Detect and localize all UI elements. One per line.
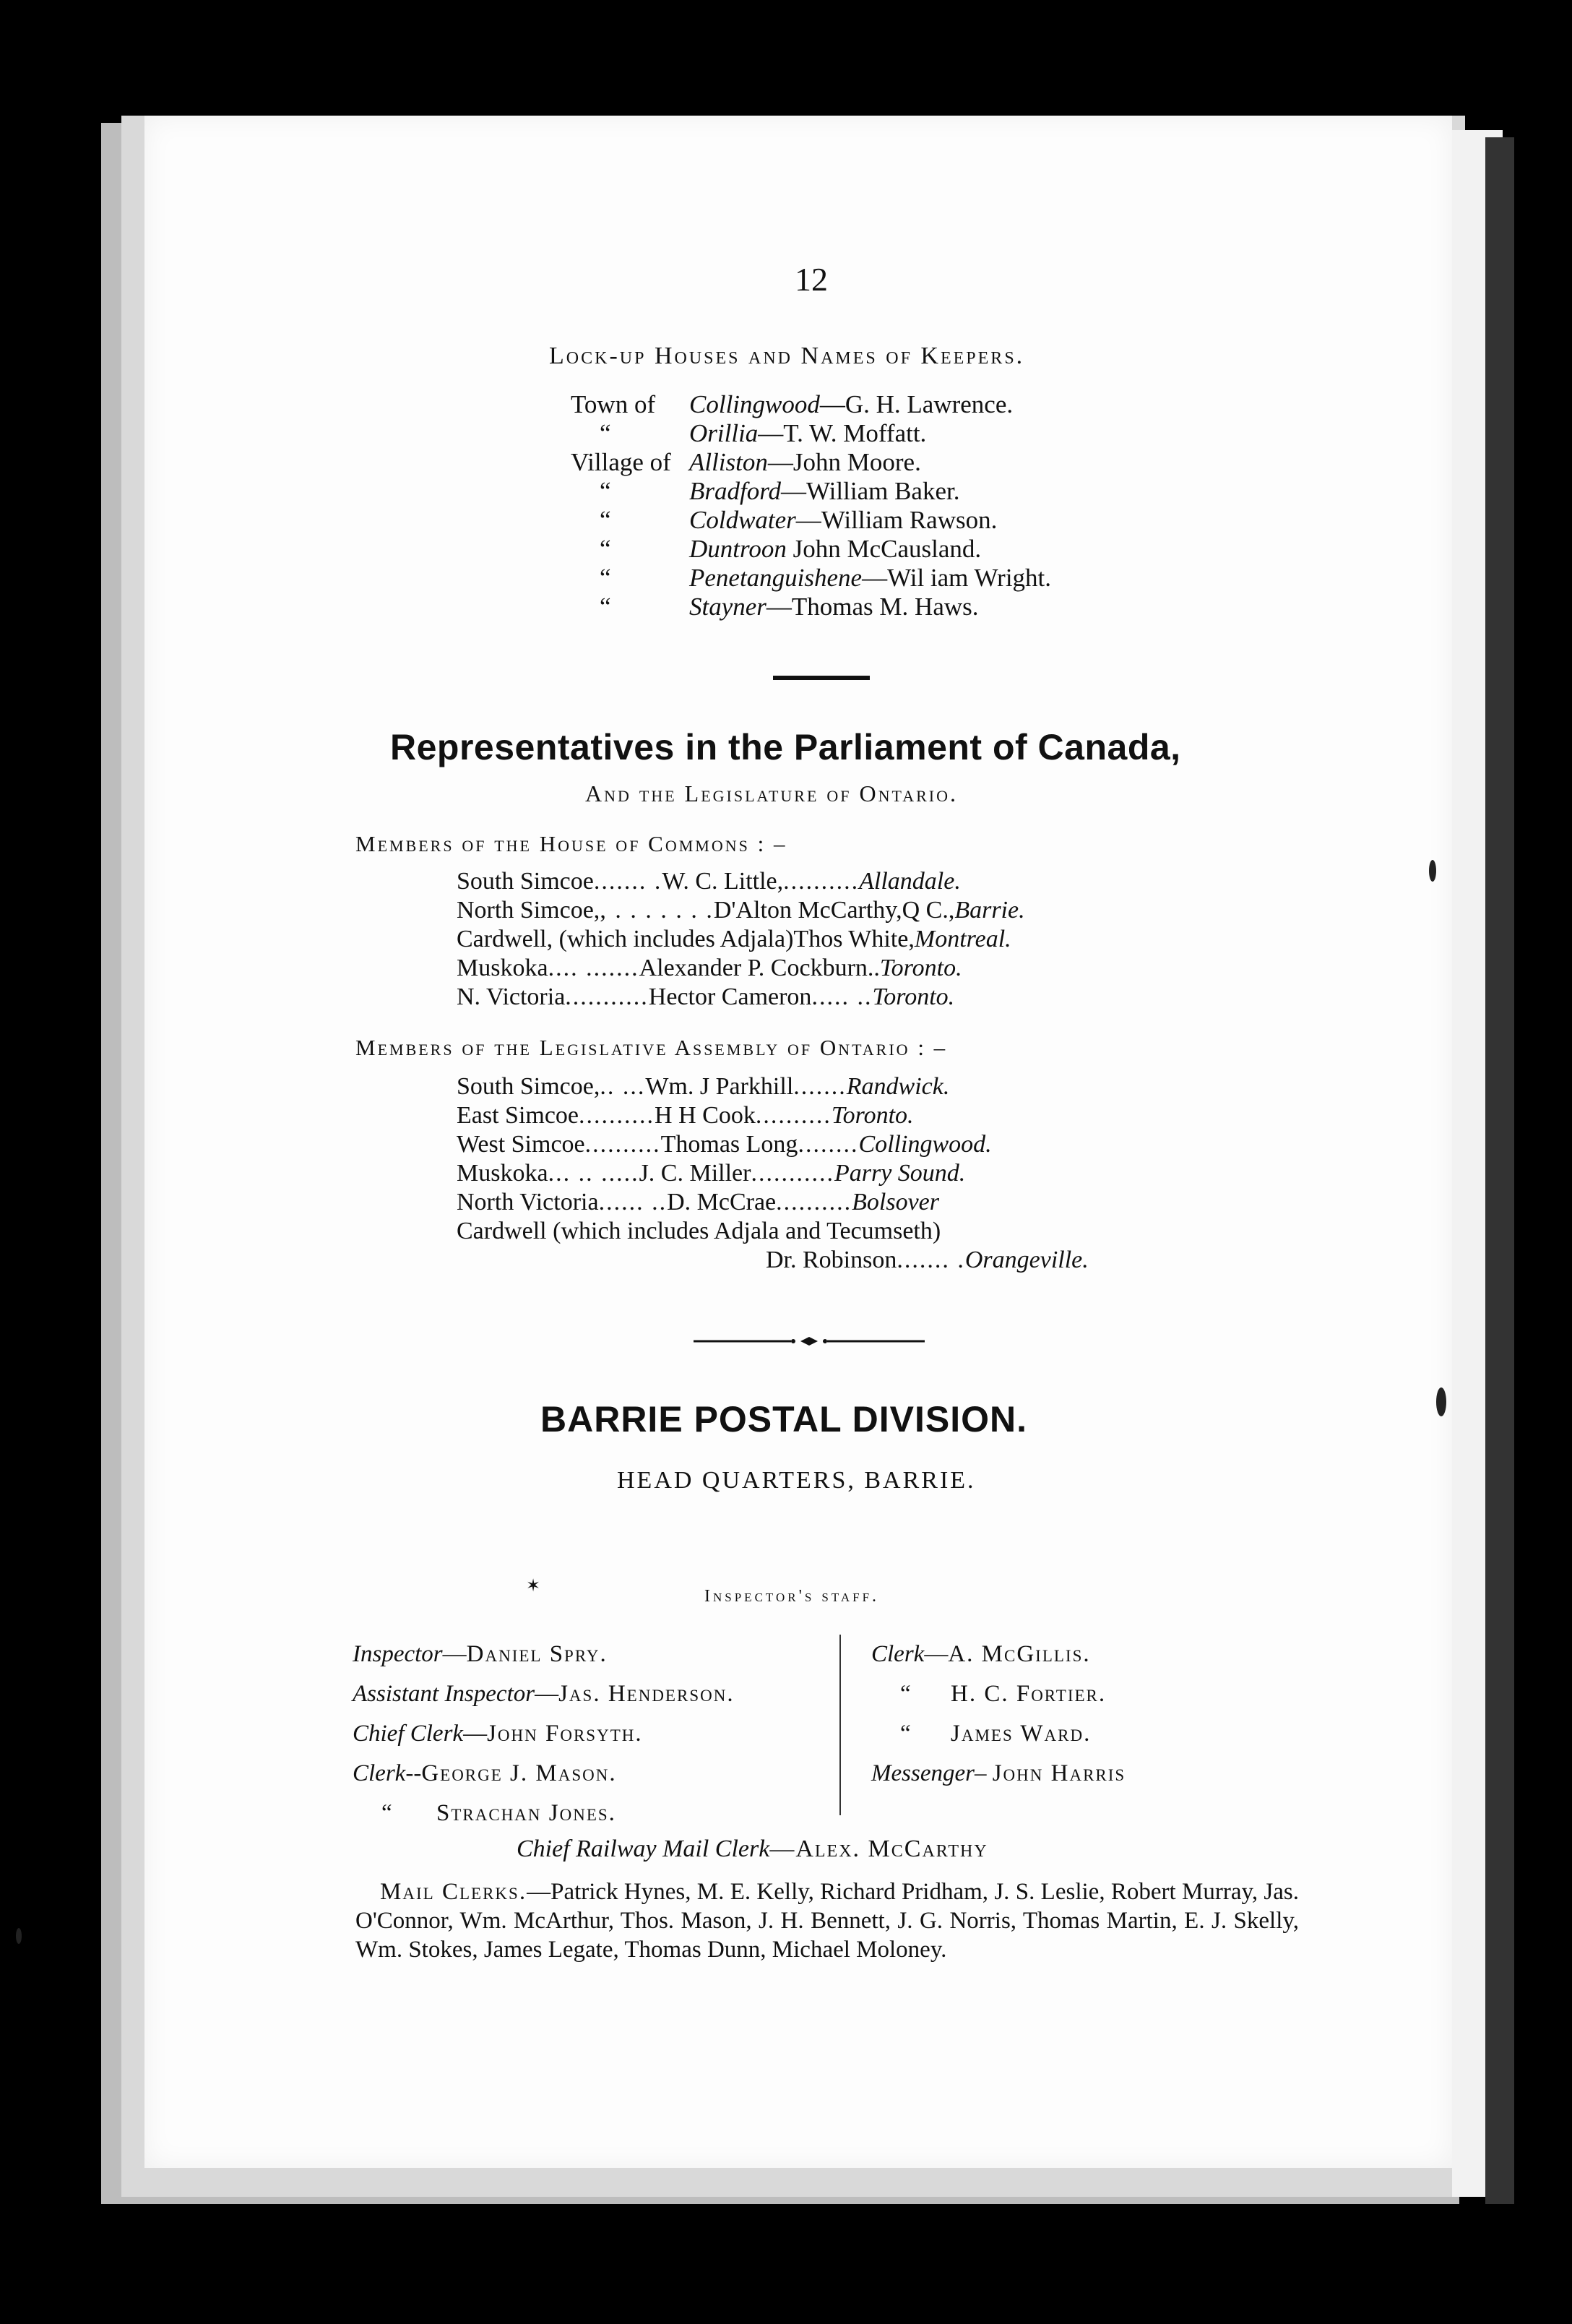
leader-dots: ...... .. bbox=[598, 1189, 668, 1215]
staff-entry bbox=[353, 1674, 735, 1714]
cardwell-line: Cardwell (which includes Adjala and Tecumseth) bbox=[457, 1218, 941, 1244]
member: D'Alton McCarthy,Q C., bbox=[713, 897, 955, 924]
staff-sep: — bbox=[924, 1641, 949, 1667]
member: Dr. Robinson bbox=[766, 1247, 897, 1273]
riding: West Simcoe bbox=[457, 1131, 585, 1158]
leader-dots: .......... bbox=[579, 1102, 655, 1129]
lockup-entry bbox=[571, 390, 1293, 419]
staff-sep: – bbox=[974, 1760, 993, 1786]
place-name: Duntroon bbox=[689, 535, 787, 563]
riding: East Simcoe bbox=[457, 1102, 579, 1129]
chief-railway-mail-clerk bbox=[517, 1835, 988, 1863]
representatives-title: Representatives in the Parliament of Canada, bbox=[390, 727, 1181, 767]
town: Orangeville. bbox=[964, 1247, 1089, 1273]
assembly-heading: Members of the Legislative Assembly of Ontario : – bbox=[355, 1035, 948, 1060]
assembly-entry bbox=[457, 1101, 1089, 1130]
commons-entry bbox=[457, 954, 1025, 983]
place-name: Alliston bbox=[689, 448, 768, 476]
mail-clerks-label: Mail Clerks. bbox=[380, 1879, 527, 1905]
leader-dots: ........ bbox=[798, 1131, 859, 1158]
staff-entry bbox=[353, 1635, 735, 1674]
assembly-entry bbox=[457, 1159, 1089, 1188]
town: Allandale. bbox=[859, 868, 961, 895]
staff-entry bbox=[871, 1714, 1126, 1754]
leader-dots: .......... bbox=[776, 1189, 852, 1215]
staff-name: Jas. Henderson. bbox=[558, 1681, 735, 1707]
section-rule bbox=[773, 676, 870, 680]
staff-name: Strachan Jones. bbox=[436, 1800, 616, 1826]
lockup-entry bbox=[571, 593, 1293, 621]
leader-dots: ....... . bbox=[593, 868, 662, 895]
staff-role: Messenger bbox=[871, 1760, 975, 1786]
staff-entry bbox=[871, 1674, 1126, 1714]
staff-role: Assistant Inspector bbox=[353, 1681, 535, 1707]
village-prefix: Village of bbox=[571, 448, 671, 476]
ditto-mark: “ bbox=[600, 535, 611, 563]
staff-name: George J. Mason. bbox=[421, 1760, 617, 1786]
lockup-entry bbox=[571, 477, 1293, 506]
town: Randwick. bbox=[846, 1073, 950, 1100]
keeper-name: —William Baker. bbox=[781, 477, 960, 505]
postal-division-title: BARRIE POSTAL DIVISION. bbox=[540, 1399, 1028, 1439]
riding: Cardwell, (which includes Adjala) bbox=[457, 926, 794, 952]
place-name: Collingwood bbox=[689, 390, 820, 418]
leader-dots: .......... bbox=[783, 868, 860, 895]
assembly-entry bbox=[457, 1072, 1089, 1101]
ditto-mark: “ bbox=[600, 564, 611, 592]
town: Montreal. bbox=[914, 926, 1011, 952]
page-number: 12 bbox=[795, 261, 828, 298]
commons-entry bbox=[457, 867, 1025, 896]
staff-role: Inspector bbox=[353, 1641, 443, 1667]
member: H H Cook bbox=[655, 1102, 756, 1129]
place-name: Bradford bbox=[689, 477, 782, 505]
keeper-name: —Thomas M. Haws. bbox=[766, 593, 979, 621]
commons-entry bbox=[457, 925, 1025, 954]
riding: Muskoka bbox=[457, 1160, 548, 1187]
staff-sep: -- bbox=[405, 1760, 422, 1786]
ditto-mark: “ bbox=[600, 506, 611, 534]
town: Collingwood. bbox=[858, 1131, 992, 1158]
place-name: Coldwater bbox=[689, 506, 796, 534]
staff-sep: — bbox=[463, 1721, 488, 1747]
member: Hector Cameron bbox=[648, 984, 812, 1010]
member: W. C. Little, bbox=[662, 868, 784, 895]
keeper-name: —T. W. Moffatt. bbox=[758, 419, 927, 447]
town: Toronto. bbox=[879, 955, 962, 981]
staff-left-column bbox=[353, 1635, 735, 1833]
lockup-list bbox=[571, 390, 1293, 621]
assembly-list bbox=[457, 1072, 1089, 1275]
leader-dots: ....... bbox=[793, 1073, 847, 1100]
town: Parry Sound. bbox=[834, 1160, 966, 1187]
town-prefix: Town of bbox=[571, 390, 656, 418]
ditto-mark: “ bbox=[600, 477, 611, 505]
member: Alexander P. Cockburn.. bbox=[639, 955, 880, 981]
commons-entry bbox=[457, 983, 1025, 1012]
staff-name: A. McGillis. bbox=[948, 1641, 1091, 1667]
ditto-mark: “ bbox=[900, 1721, 911, 1747]
staff-entry bbox=[871, 1635, 1126, 1674]
keeper-name: John McCausland. bbox=[786, 535, 982, 563]
leader-dots: ........... bbox=[565, 984, 649, 1010]
staff-role: Chief Railway Mail Clerk bbox=[517, 1835, 770, 1862]
member: Wm. J Parkhill bbox=[645, 1073, 794, 1100]
riding: N. Victoria bbox=[457, 984, 566, 1010]
inspectors-staff-heading: Inspector's staff. bbox=[704, 1587, 880, 1606]
staff-right-column bbox=[871, 1635, 1126, 1794]
riding: North Simcoe, bbox=[457, 897, 600, 924]
staff-name: —Alex. McCarthy bbox=[769, 1835, 988, 1862]
ditto-mark: “ bbox=[600, 419, 611, 447]
place-name: Stayner bbox=[689, 593, 766, 621]
keeper-name: —William Rawson. bbox=[795, 506, 998, 534]
film-speck bbox=[1429, 860, 1436, 882]
leader-dots: .. ... bbox=[600, 1073, 646, 1100]
leader-dots: .......... bbox=[584, 1131, 661, 1158]
town: Toronto. bbox=[872, 984, 955, 1010]
keeper-name: —G. H. Lawrence. bbox=[819, 390, 1014, 418]
leader-dots: .......... bbox=[755, 1102, 832, 1129]
staff-sep: — bbox=[442, 1641, 467, 1667]
member: D. McCrae bbox=[667, 1189, 777, 1215]
town: Bolsover bbox=[852, 1189, 939, 1215]
lockup-entry bbox=[571, 506, 1293, 535]
binding-shadow bbox=[1485, 137, 1514, 2204]
ditto-mark: “ bbox=[381, 1800, 392, 1826]
place-name: Penetanguishene bbox=[689, 564, 863, 592]
staff-name: James Ward. bbox=[951, 1721, 1092, 1747]
commons-list bbox=[457, 867, 1025, 1012]
riding: North Victoria bbox=[457, 1189, 599, 1215]
leader-dots: , . . . . . . . bbox=[600, 897, 714, 924]
staff-name: John Forsyth. bbox=[487, 1721, 643, 1747]
headquarters: HEAD QUARTERS, BARRIE. bbox=[617, 1467, 976, 1494]
leader-dots: ....... . bbox=[897, 1247, 965, 1273]
assembly-entry bbox=[457, 1188, 1089, 1217]
staff-entry bbox=[871, 1754, 1126, 1794]
staff-name: H. C. Fortier. bbox=[951, 1681, 1107, 1707]
lockup-heading: Lock-up Houses and Names of Keepers. bbox=[549, 343, 1025, 369]
member: Thomas Long bbox=[660, 1131, 798, 1158]
keeper-name: —Wil iam Wright. bbox=[862, 564, 1052, 592]
staff-entry bbox=[353, 1754, 735, 1794]
assembly-entry bbox=[457, 1217, 1089, 1246]
town: Toronto. bbox=[831, 1102, 914, 1129]
riding: South Simcoe bbox=[457, 868, 594, 895]
ditto-mark: “ bbox=[600, 593, 611, 621]
leader-dots: ... .. ..... bbox=[548, 1160, 639, 1187]
film-speck bbox=[1436, 1387, 1446, 1416]
member: J. C. Miller bbox=[639, 1160, 751, 1187]
staff-entry bbox=[353, 1794, 735, 1833]
column-divider bbox=[839, 1635, 841, 1815]
ditto-mark: “ bbox=[900, 1681, 911, 1707]
representatives-subtitle: And the Legislature of Ontario. bbox=[585, 780, 958, 806]
town: Barrie. bbox=[954, 897, 1025, 924]
leader-dots: ........... bbox=[751, 1160, 834, 1187]
leader-dots: ..... .. bbox=[811, 984, 873, 1010]
lockup-entry bbox=[571, 448, 1293, 477]
staff-name: John Harris bbox=[992, 1760, 1126, 1786]
staff-role: Chief Clerk bbox=[353, 1721, 464, 1747]
staff-entry bbox=[353, 1714, 735, 1754]
assembly-entry bbox=[457, 1130, 1089, 1159]
leader-dots: .... ....... bbox=[548, 955, 639, 981]
riding: South Simcoe, bbox=[457, 1073, 600, 1100]
star-mark: ✶ bbox=[526, 1577, 541, 1596]
commons-heading: Members of the House of Commons : – bbox=[355, 831, 787, 856]
mail-clerks-text: —Patrick Hynes, M. E. Kelly, Richard Pridham, J. S. Leslie, Robert Murray, Jas. O'Connor, Wm. McArthur, Thos. Mason, J. H. Bennett, J. G. Norris, Thomas Martin, E. J. Skelly, Wm. Stokes, James Legate, Thomas Dunn, Michael Moloney. bbox=[355, 1879, 1299, 1963]
lockup-entry bbox=[571, 564, 1293, 593]
ornament-rule bbox=[694, 1337, 925, 1346]
commons-entry bbox=[457, 896, 1025, 925]
staff-role: Clerk bbox=[353, 1760, 406, 1786]
staff-name: Daniel Spry. bbox=[466, 1641, 608, 1667]
member: Thos White, bbox=[793, 926, 915, 952]
staff-sep: — bbox=[535, 1681, 559, 1707]
film-speck bbox=[16, 1928, 22, 1944]
place-name: Orillia bbox=[689, 419, 759, 447]
staff-role: Clerk bbox=[871, 1641, 925, 1667]
lockup-entry bbox=[571, 419, 1293, 448]
keeper-name: —John Moore. bbox=[767, 448, 921, 476]
lockup-entry bbox=[571, 535, 1293, 564]
riding: Muskoka bbox=[457, 955, 548, 981]
mail-clerks-paragraph bbox=[355, 1877, 1299, 1964]
assembly-entry bbox=[457, 1246, 1089, 1275]
